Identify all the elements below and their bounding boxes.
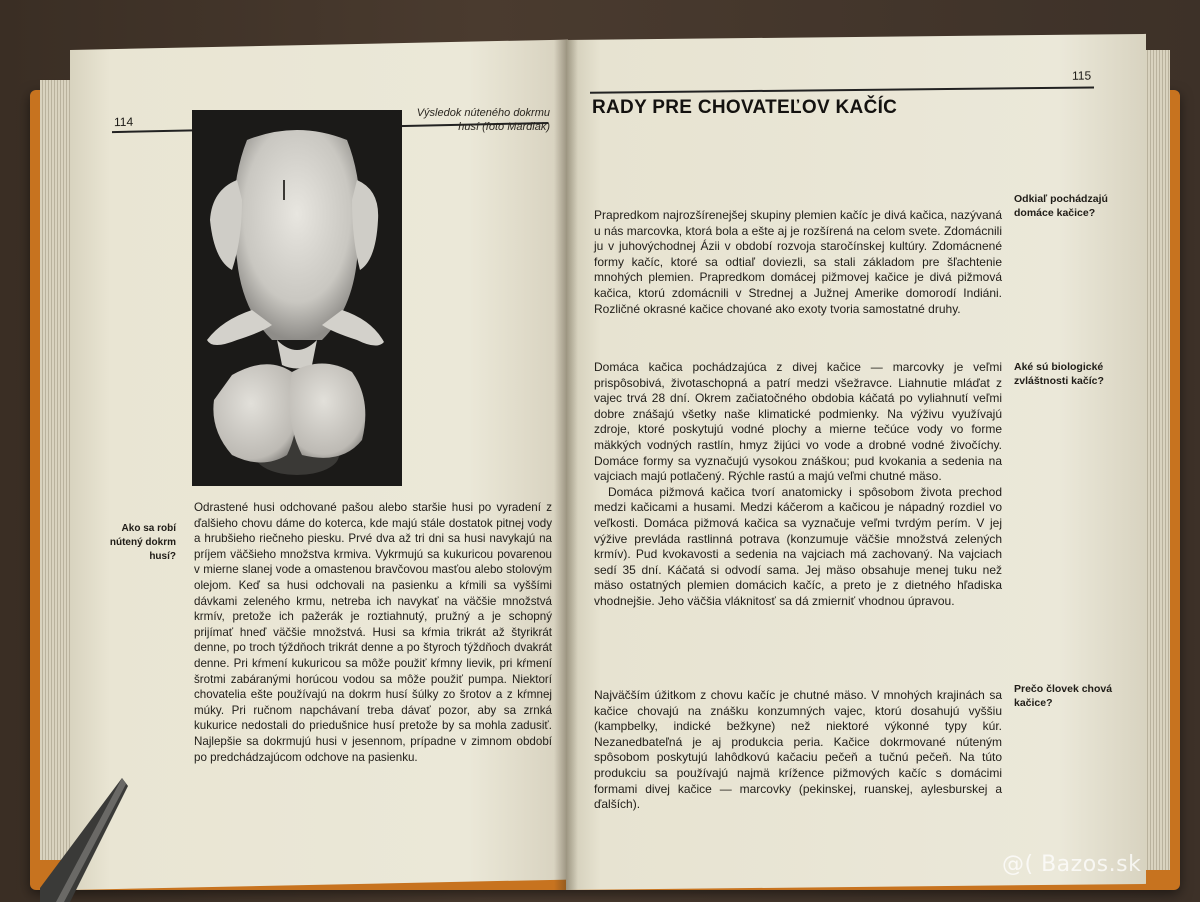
- page-number: 114: [114, 114, 134, 130]
- book-gutter: [554, 40, 578, 890]
- section-biology: [594, 360, 1002, 610]
- photo-force-fed-goose: [192, 110, 402, 486]
- header-rule: [590, 86, 1094, 93]
- paragraph: Prapredkom najrozšírenejšej skupiny plemien kačíc je divá kačica, nazývaná u nás marcovka, ktorá bola a ešte aj je rozšírená na celom svete. Zdomácnili ju v juhovýchodnej Ázii v období rozvoja staročínskej kultúry. Zdomácnené formy kačíc, ktoré sa odtiaľ doviezli, sa stali základom pre šľachtenie mnohých plemien. Prapredkom domácej pižmovej kačice je divá pižmová kačica, ktorú zdomácnili v Strednej a Južnej Amerike domorodí Indiáni. Rozličné okrasné kačice chované ako exoty tvoria samostatné druhy.: [594, 208, 1002, 316]
- body-text-force-feeding: [194, 500, 552, 765]
- paragraph: Najväčším úžitkom z chovu kačíc je chutné mäso. V mnohých krajinách sa kačice chovajú na znášku konzumných vajec, ktorú dosahujú vyššiu (kampbelky, indické bežkyne) než niektoré výkonné typy kúr. Nezanedbateľná je aj produkcia peria. Kačice dokrmované núteným spôsobom poskytujú lahôdkovú kačaciu pečeň a tučnú pečeň. Na túto produkciu sa používajú najmä krížence pižmových kačíc s domácimi formami divej kačice — marcovky (pekinskej, ruanskej, aylesburskej a ďalších).: [594, 688, 1002, 812]
- watermark: @( Bazos.sk: [1002, 852, 1142, 877]
- page-number: 115: [1072, 68, 1092, 83]
- paragraph: Domáca pižmová kačica tvorí anatomicky i spôsobom života prechod medzi kačicami a husami. Medzi káčerom a kačicou je nápadný rozdiel vo veľkosti. Domáca pižmová kačica sa vyznačuje veľmi tvrdým perím. V jej výžive prevláda rastlinná potrava (konzumuje väčšie množstvá zelených krmív). Pud kvokavosti a sedenia na vajciach má zachovaný. Na vajciach sedí 35 dní. Káčatá si odvodí sama. Jej mäso obsahuje menej tuku než mäso ostatných plemien domácich kačíc, a preto je z dietného hľadiska vhodnejšie. Jeho väčšia vláknitosť sa dá zmierniť vhodnou úpravou.: [594, 484, 1002, 608]
- chapter-heading: RADY PRE CHOVATEĽOV KAČÍC: [592, 97, 898, 118]
- paragraph: Odrastené husi odchované pašou alebo staršie husi po vyradení z ďalšieho chovu dáme do koterca, kde majú stále dostatok pitnej vody a hrubšieho riečneho piesku. Prvé dva až tri dni sa husi navykajú na príjem väčšieho množstva krmiva. Vykrmujú sa kukuricou povarenou v mierne slanej vode a omastenou bravčovou masťou alebo stolovým olejom. Keď sa husi odchovali na pasienku a kŕmili sa vyššími dávkami zeleného krmu, netreba ich navykať na väčšie množstvá krmív, pretože ich pažerák je roztiahnutý, pružný a je schopný prijímať hneď väčšie množstvá. Husi sa kŕmia trikrát až štyrikrát denne, po troch týždňoch trikrát denne a po štyroch týždňoch dvakrát denne. Pri kŕmení kukuricou sa môže použiť kŕmny lievik, pri kŕmení šrotmi zabáranými horúcou vodou sa môže použiť pumpa. Niektorí chovatelia ešte používajú na dokrm husí šúlky zo šrotov a z kŕmnej múky. Pri ručnom napchávaní treba dávať pozor, aby sa zrnká kukurice nedostali do priedušnice husí pretože by sa mohla zadusiť. Najlepšie sa dokrmujú husi v jesennom, prípadne v zimnom období po predchádzajúcom odchove na pasienku.: [194, 501, 552, 764]
- paragraph: Domáca kačica pochádzajúca z divej kačice — marcovky je veľmi prispôsobivá, životaschopná a patrí medzi všežravce. Liahnutie mláďat z vajec trvá 28 dní. Okrem začiatočného obdobia káčatá po vyliahnutí veľmi dobre znášajú všetky naše klimatické podmienky. Na výživu využívajú zdroje, ktoré poskytujú vodné plochy a mierne tečúce vody vo forme mäkkých vodných rastlín, hmyz žijúci vo vode a drobné vodné živočíchy. Domáce formy sa vyznačujú vysokou znáškou; pud kvokania a sedenia na vajciach majú potlačený. Rýchle rastú a majú veľmi chutné mäso.: [594, 360, 1002, 484]
- side-question-purpose: Prečo človek chová kačice?: [1014, 683, 1113, 709]
- section-origin: [594, 208, 1002, 317]
- side-question-origin: Odkiaľ pochádzajú domáce kačice?: [1014, 193, 1108, 219]
- side-question-biology: Aké sú biologické zvláštnosti kačíc?: [1014, 361, 1104, 387]
- section-purpose: [594, 688, 1002, 813]
- photo-caption: Výsledok núteného dokrmu husí (foto Mardiak): [416, 107, 550, 133]
- page-edges-left: [40, 80, 72, 860]
- knife-blade: [40, 776, 130, 902]
- goose-photo-image: [192, 110, 402, 486]
- side-question-force-feeding: Ako sa robí nútený dokrm husí?: [109, 523, 176, 562]
